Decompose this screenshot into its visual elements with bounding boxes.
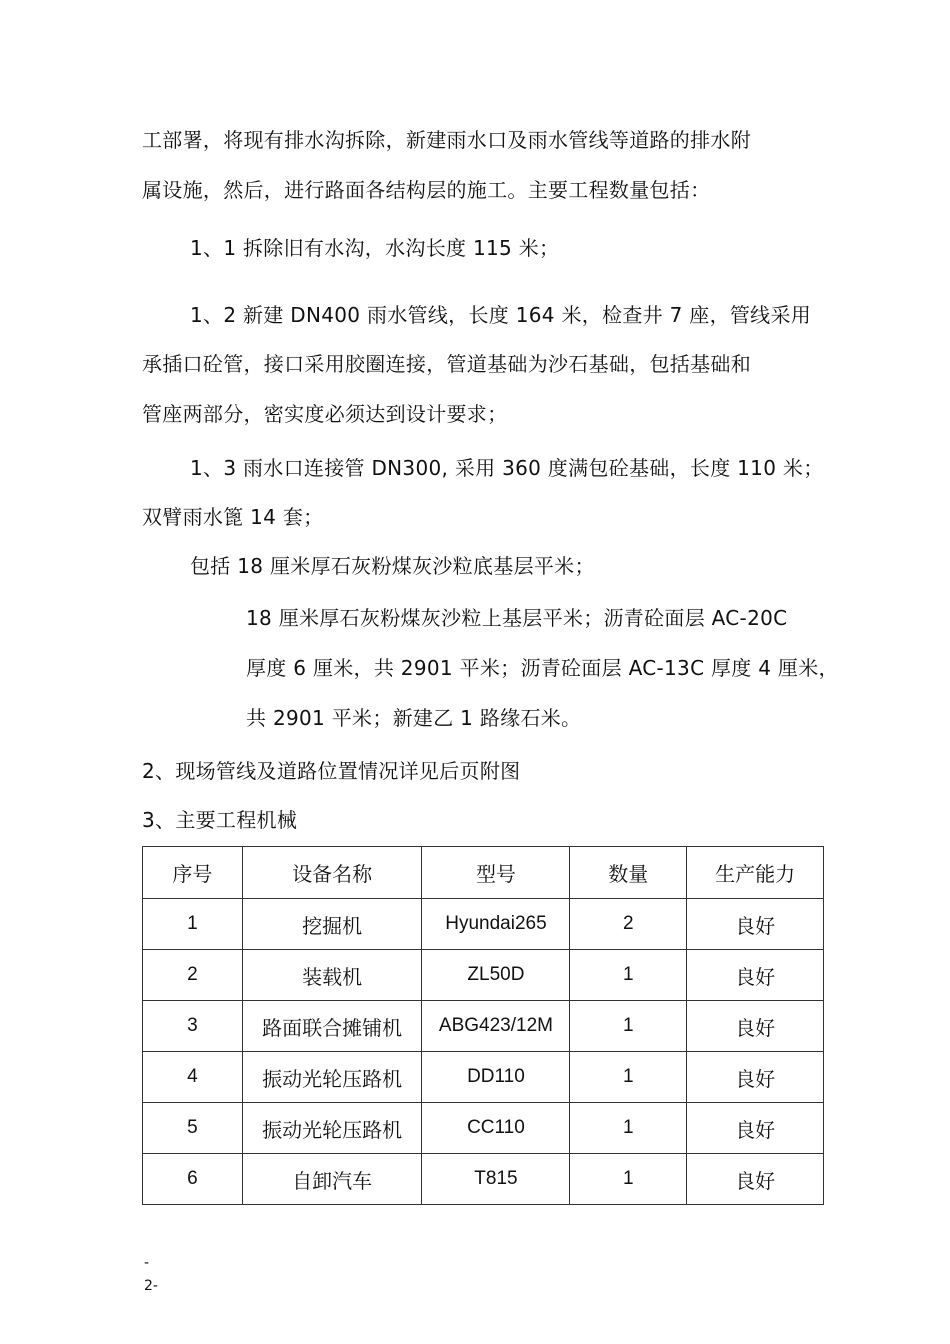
- cell-equipment-name: 路面联合摊铺机: [242, 1001, 422, 1052]
- header-equipment-name: 设备名称: [242, 847, 422, 899]
- cell-quantity: 1: [570, 1103, 687, 1154]
- table-row: [143, 1154, 824, 1205]
- cell-index: 4: [143, 1052, 243, 1103]
- cell-index: 3: [143, 1001, 243, 1052]
- table-row: [143, 1001, 824, 1052]
- page-number: 2-: [144, 1278, 158, 1294]
- section-heading-2: 2、现场管线及道路位置情况详见后页附图: [142, 759, 521, 783]
- cell-equipment-name: 振动光轮压路机: [242, 1052, 422, 1103]
- cell-capacity: 良好: [687, 1103, 824, 1154]
- table-row: [143, 1103, 824, 1154]
- list-item-1-2: 1、2 新建 DN400 雨水管线，长度 164 米，检查井 7 座，管线采用: [190, 303, 812, 327]
- cell-capacity: 良好: [687, 950, 824, 1001]
- cell-equipment-name: 挖掘机: [242, 899, 422, 950]
- cell-model: DD110: [422, 1052, 570, 1103]
- cell-capacity: 良好: [687, 899, 824, 950]
- equipment-table: [142, 846, 824, 1205]
- paragraph-line: 共 2901 平米；新建乙 1 路缘石米。: [246, 706, 582, 730]
- cell-equipment-name: 自卸汽车: [242, 1154, 422, 1205]
- paragraph-line: 属设施，然后，进行路面各结构层的施工。主要工程数量包括：: [142, 178, 711, 202]
- cell-quantity: 1: [570, 1001, 687, 1052]
- cell-equipment-name: 振动光轮压路机: [242, 1103, 422, 1154]
- table-row: [143, 899, 824, 950]
- cell-equipment-name: 装载机: [242, 950, 422, 1001]
- cell-capacity: 良好: [687, 1154, 824, 1205]
- list-item-1-3: 1、3 雨水口连接管 DN300, 采用 360 度满包砼基础，长度 110 米；: [190, 456, 824, 480]
- paragraph-line: 双臂雨水篦 14 套；: [142, 505, 324, 529]
- cell-index: 2: [143, 950, 243, 1001]
- paragraph-line: 18 厘米厚石灰粉煤灰沙粒上基层平米；沥青砼面层 AC-20C: [246, 606, 788, 630]
- paragraph-line: 承插口砼管，接口采用胶圈连接，管道基础为沙石基础，包括基础和: [142, 352, 751, 376]
- cell-quantity: 1: [570, 1052, 687, 1103]
- cell-index: 6: [143, 1154, 243, 1205]
- cell-quantity: 2: [570, 899, 687, 950]
- header-quantity: 数量: [570, 847, 687, 899]
- paragraph-line: 管座两部分，密实度必须达到设计要求；: [142, 402, 508, 426]
- cell-index: 5: [143, 1103, 243, 1154]
- cell-quantity: 1: [570, 1154, 687, 1205]
- table-header-row: [143, 847, 824, 899]
- cell-model: ABG423/12M: [422, 1001, 570, 1052]
- header-capacity: 生产能力: [687, 847, 824, 899]
- cell-model: CC110: [422, 1103, 570, 1154]
- table-row: [143, 1052, 824, 1103]
- cell-quantity: 1: [570, 950, 687, 1001]
- cell-model: T815: [422, 1154, 570, 1205]
- section-heading-3: 3、主要工程机械: [142, 808, 298, 832]
- table-row: [143, 950, 824, 1001]
- paragraph-line: 工部署，将现有排水沟拆除，新建雨水口及雨水管线等道路的排水附: [142, 128, 751, 152]
- header-index: 序号: [143, 847, 243, 899]
- cell-capacity: 良好: [687, 1001, 824, 1052]
- header-model: 型号: [422, 847, 570, 899]
- footer-dash: -: [144, 1255, 150, 1271]
- cell-index: 1: [143, 899, 243, 950]
- cell-model: Hyundai265: [422, 899, 570, 950]
- cell-capacity: 良好: [687, 1052, 824, 1103]
- paragraph-line: 包括 18 厘米厚石灰粉煤灰沙粒底基层平米；: [190, 554, 595, 578]
- cell-model: ZL50D: [422, 950, 570, 1001]
- list-item-1-1: 1、1 拆除旧有水沟，水沟长度 115 米；: [190, 236, 560, 260]
- paragraph-line: 厚度 6 厘米，共 2901 平米；沥青砼面层 AC-13C 厚度 4 厘米，: [246, 656, 839, 680]
